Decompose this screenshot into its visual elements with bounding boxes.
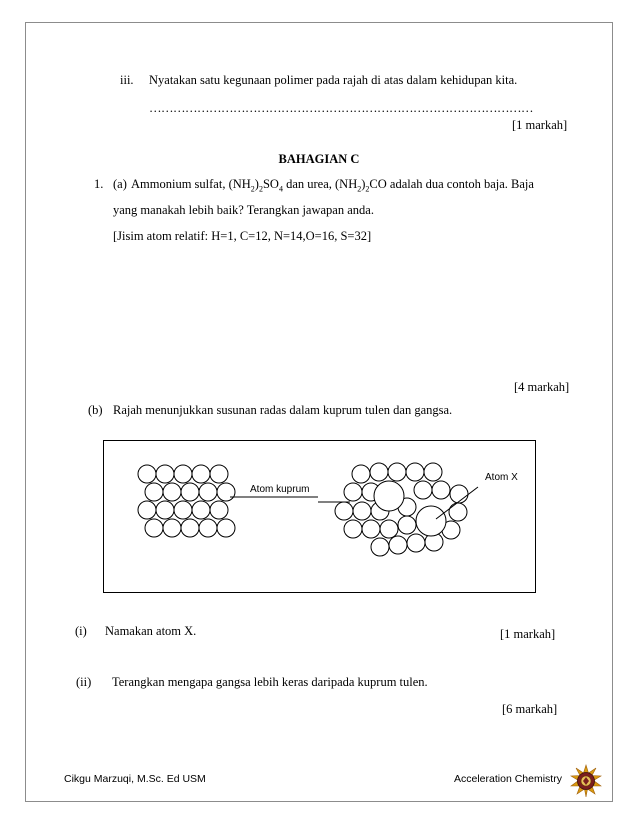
copper-atom [450, 485, 468, 503]
copper-atom [424, 463, 442, 481]
copper-atom [192, 465, 210, 483]
copper-atom [163, 519, 181, 537]
copper-atom [145, 519, 163, 537]
copper-atom [138, 465, 156, 483]
question-part-label: (i) [75, 624, 87, 638]
copper-atom [145, 483, 163, 501]
label-atom-x: Atom X [485, 472, 518, 483]
question-text: Namakan atom X. [105, 624, 197, 638]
copper-atom [389, 536, 407, 554]
copper-atom [210, 501, 228, 519]
question-text: Nyatakan satu kegunaan polimer pada rajah di atas dalam kehidupan kita. [149, 73, 518, 87]
marks-label: [1 markah] [500, 627, 556, 641]
copper-atom [138, 501, 156, 519]
copper-atom [156, 465, 174, 483]
university-crest-icon [569, 764, 603, 798]
question-text: yang manakah lebih baik? Terangkan jawapan anda. [113, 203, 374, 217]
copper-atom [380, 520, 398, 538]
copper-atom [210, 465, 228, 483]
label-copper-atom: Atom kuprum [250, 484, 310, 495]
question-number: 1. [94, 177, 104, 191]
footer-author: Cikgu Marzuqi, M.Sc. Ed USM [64, 773, 206, 785]
question-part-label: (a) [113, 177, 127, 191]
copper-atom [353, 502, 371, 520]
copper-atom [370, 463, 388, 481]
question-text: Rajah menunjukkan susunan radas dalam kuprum tulen dan gangsa. [113, 403, 453, 417]
copper-atom [174, 501, 192, 519]
copper-atom [362, 520, 380, 538]
copper-atom [406, 463, 424, 481]
question-number: iii. [120, 73, 134, 87]
question-part-label: (ii) [76, 675, 92, 689]
question-part-label: (b) [88, 403, 103, 417]
atom-x [374, 481, 404, 511]
relative-atomic-mass-note: [Jisim atom relatif: H=1, C=12, N=14,O=16, S=32] [113, 229, 372, 243]
copper-atom [217, 483, 235, 501]
copper-atom [344, 483, 362, 501]
atom-x [416, 506, 446, 536]
copper-atom [335, 502, 353, 520]
copper-atom [344, 520, 362, 538]
alloy-arrangement-diagram [103, 440, 536, 593]
question-text: Terangkan mengapa gangsa lebih keras daripada kuprum tulen. [112, 675, 428, 689]
marks-label: [4 markah] [514, 380, 570, 394]
atom-arrangement-svg [104, 441, 537, 594]
copper-atom [199, 519, 217, 537]
copper-atom [352, 465, 370, 483]
copper-atom [398, 516, 416, 534]
copper-atom [449, 503, 467, 521]
answer-line: …………………………………………………………………………………… [149, 101, 533, 115]
copper-atom [407, 534, 425, 552]
copper-atom [388, 463, 406, 481]
copper-atom [192, 501, 210, 519]
copper-atom [432, 481, 450, 499]
copper-atom [181, 519, 199, 537]
marks-label: [1 markah] [512, 118, 568, 132]
question-text: Ammonium sulfat, $(NH_2)_2SO_4$ dan urea, $(NH_2)_2CO$ adalah dua contoh baja. Baja [131, 177, 534, 194]
copper-atom [174, 465, 192, 483]
copper-atom [371, 538, 389, 556]
copper-atom [163, 483, 181, 501]
copper-atom [181, 483, 199, 501]
copper-atom [199, 483, 217, 501]
copper-atom [217, 519, 235, 537]
footer-course: Acceleration Chemistry [454, 773, 562, 785]
section-title: BAHAGIAN C [278, 152, 360, 166]
marks-label: [6 markah] [502, 702, 558, 716]
copper-atom [414, 481, 432, 499]
copper-atom [156, 501, 174, 519]
